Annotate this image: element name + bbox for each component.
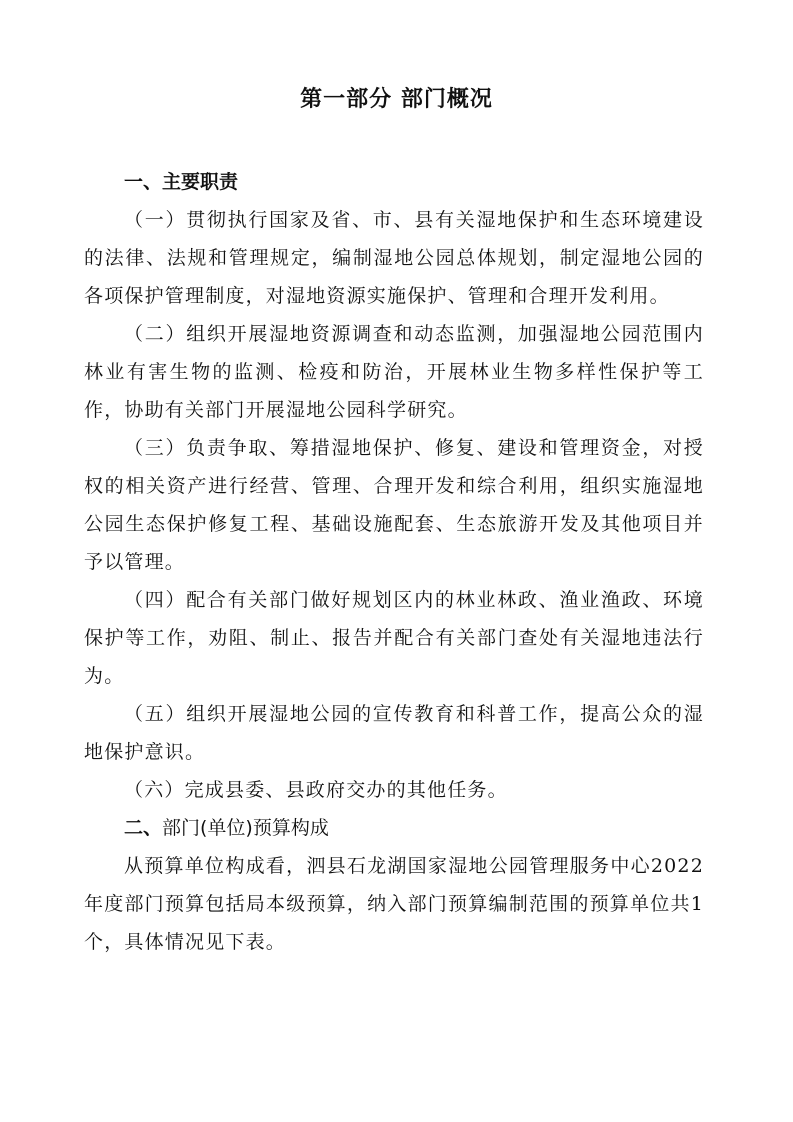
- section-heading-text: 部门(单位)预算构成: [162, 817, 329, 839]
- duty-item-2: （二）组织开展湿地资源调查和动态监测，加强湿地公园范围内林业有害生物的监测、检疫和防治，开展林业生物多样性保护等工作，协助有关部门开展湿地公园科学研究。: [84, 323, 704, 421]
- duty-item-4: （四）配合有关部门做好规划区内的林业林政、渔业渔政、环境保护等工作，劝阻、制止、报告并配合有关部门查处有关湿地违法行为。: [84, 589, 704, 687]
- section-heading-number: 二、: [124, 817, 163, 839]
- section-heading-budget-composition: [84, 809, 704, 847]
- duty-item-5: （五）组织开展湿地公园的宣传教育和科普工作，提高公众的湿地保护意识。: [84, 703, 704, 763]
- document-body: [84, 163, 704, 961]
- budget-composition-paragraph: 从预算单位构成看，泗县石龙湖国家湿地公园管理服务中心2022年度部门预算包括局本级预算，纳入部门预算编制范围的预算单位共1个，具体情况见下表。: [84, 855, 704, 953]
- page-title: 第一部分 部门概况: [300, 87, 493, 112]
- section-heading-main-duties: 一、主要职责: [124, 171, 239, 193]
- duty-item-6: （六）完成县委、县政府交办的其他任务。: [124, 779, 508, 801]
- duty-item-1: （一）贯彻执行国家及省、市、县有关湿地保护和生态环境建设的法律、法规和管理规定，编制湿地公园总体规划，制定湿地公园的各项保护管理制度，对湿地资源实施保护、管理和合理开发利用。: [84, 209, 704, 307]
- duty-item-3: （三）负责争取、筹措湿地保护、修复、建设和管理资金，对授权的相关资产进行经营、管理、合理开发和综合利用，组织实施湿地公园生态保护修复工程、基础设施配套、生态旅游开发及其他项目并予以管理。: [84, 437, 704, 573]
